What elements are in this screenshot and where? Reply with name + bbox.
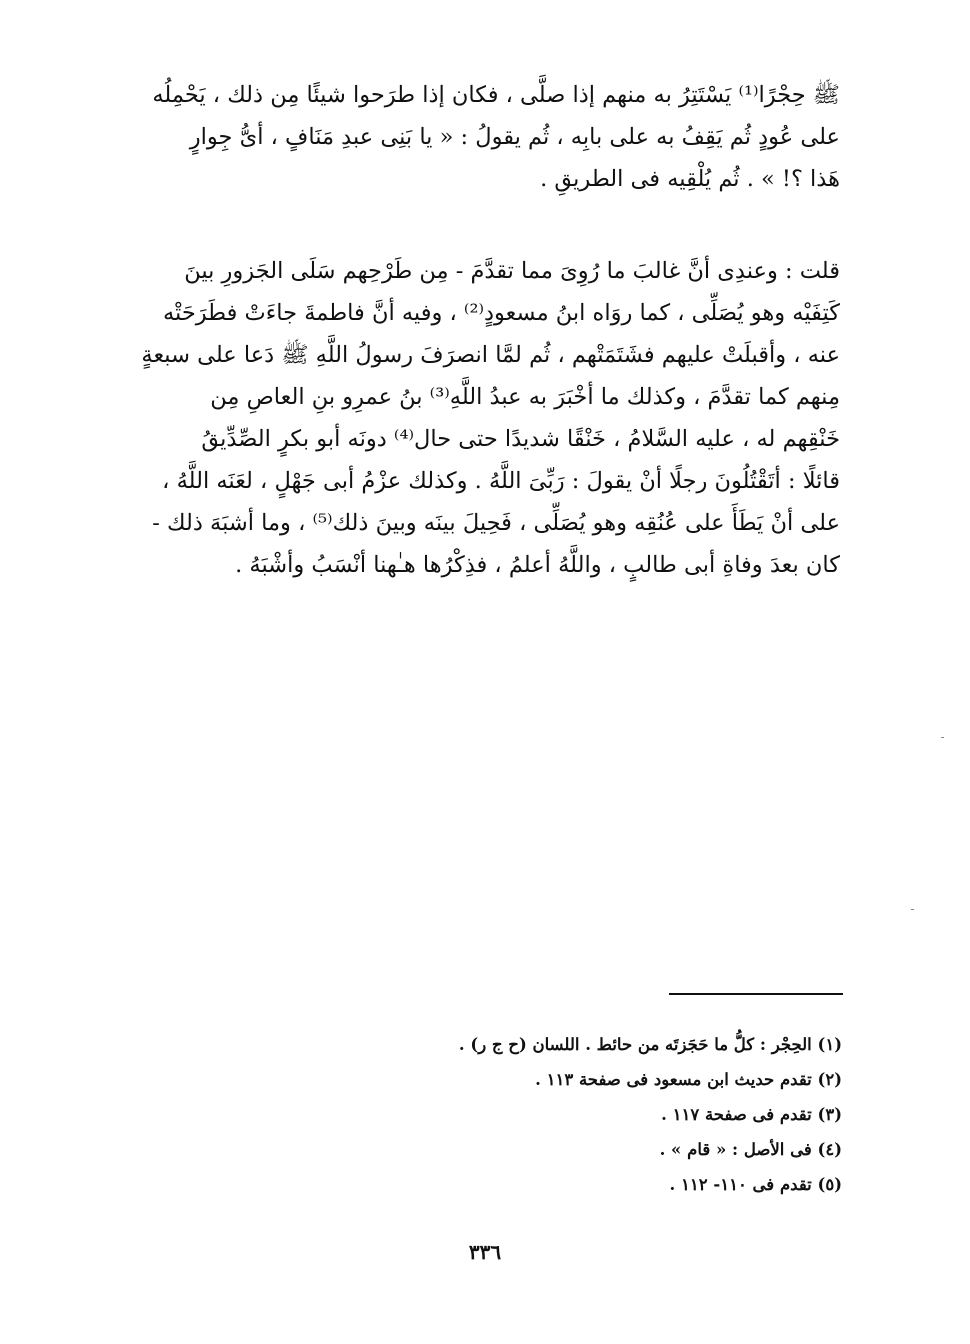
footnote-2: (٢) تقدم حديث ابن مسعود فى صفحة ١١٣ .: [535, 1070, 842, 1089]
text-line: هَذا ؟! » . ثُم يُلْقِيه فى الطريقِ .: [540, 166, 840, 192]
text-line: كان بعدَ وفاةِ أبى طالبٍ ، واللَّهُ أعلمُ ، فذِكْرُها هـٰهنا أنْسَبُ وأشْبَهُ .: [235, 552, 840, 578]
text-line: كَتِفَيْه وهو يُصَلِّى ، كما روَاه ابنُ مسعودٍ⁽²⁾ ، وفيه أنَّ فاطمةَ جاءَتْ فطَرَحَتْه: [162, 300, 840, 326]
footnote-5: (٥) تقدم فى ١١٠- ١١٢ .: [669, 1175, 842, 1194]
text-line: مِنهم كما تقدَّمَ ، وكذلك ما أخْبَرَ به عبدُ اللَّهِ⁽³⁾ بنُ عمرِو بنِ العاصِ مِن: [210, 384, 840, 410]
paragraph-2: [120, 250, 840, 586]
footnote-divider: [669, 993, 843, 995]
footnote-4: (٤) فى الأصل : « قام » .: [659, 1140, 842, 1159]
text-line: على عُودٍ ثُم يَقِفُ به على بابِه ، ثُم يقولُ : « يا بَنِى عبدِ مَنَافٍ ، أىُّ جِوارٍ: [189, 124, 840, 150]
page-number: ٣٣٦: [468, 1240, 502, 1264]
text-line: ﷺ حِجْرًا⁽¹⁾ يَسْتَتِرُ به منهم إذا صلَّى ، فكان إذا طرَحوا شيئًا مِن ذلك ، يَحْمِلُه: [152, 82, 840, 108]
scan-speck: [941, 737, 944, 738]
scan-speck: [911, 909, 914, 910]
text-line: عنه ، وأقبلَتْ عليهم فشَتَمَتْهم ، ثُم لمَّا انصرَفَ رسولُ اللَّهِ ﷺ دَعا على سبعةٍ: [141, 342, 840, 368]
text-line: خَنْقِهم له ، عليه السَّلامُ ، خَنْقًا شديدًا حتى حال⁽⁴⁾ دونَه أبو بكرٍ الصِّدِّيقُ: [201, 426, 840, 452]
footnotes: [380, 1027, 842, 1202]
footnote-3: (٣) تقدم فى صفحة ١١٧ .: [661, 1105, 842, 1124]
text-line: قائلًا : أتَقْتُلُونَ رجلًا أنْ يقولَ : رَبِّىَ اللَّهُ . وكذلك عزْمُ أبى جَهْلٍ ، لعَنَه اللَّهُ ،: [162, 468, 840, 494]
footnote-1: (١) الحِجْر : كلُّ ما حَجَزتَه من حائط . اللسان (ح ج ر) .: [458, 1035, 842, 1054]
text-line: قلت : وعندِى أنَّ غالبَ ما رُوِىَ مما تقدَّمَ - مِن طَرْحِهم سَلَى الجَزورِ بينَ: [184, 258, 840, 284]
paragraph-1: [120, 74, 840, 200]
text-line: على أنْ يَطَأَ على عُنُقِه وهو يُصَلِّى ، فَحِيلَ بينَه وبينَ ذلك⁽⁵⁾ ، وما أشبَهَ ذلك -: [152, 510, 840, 536]
